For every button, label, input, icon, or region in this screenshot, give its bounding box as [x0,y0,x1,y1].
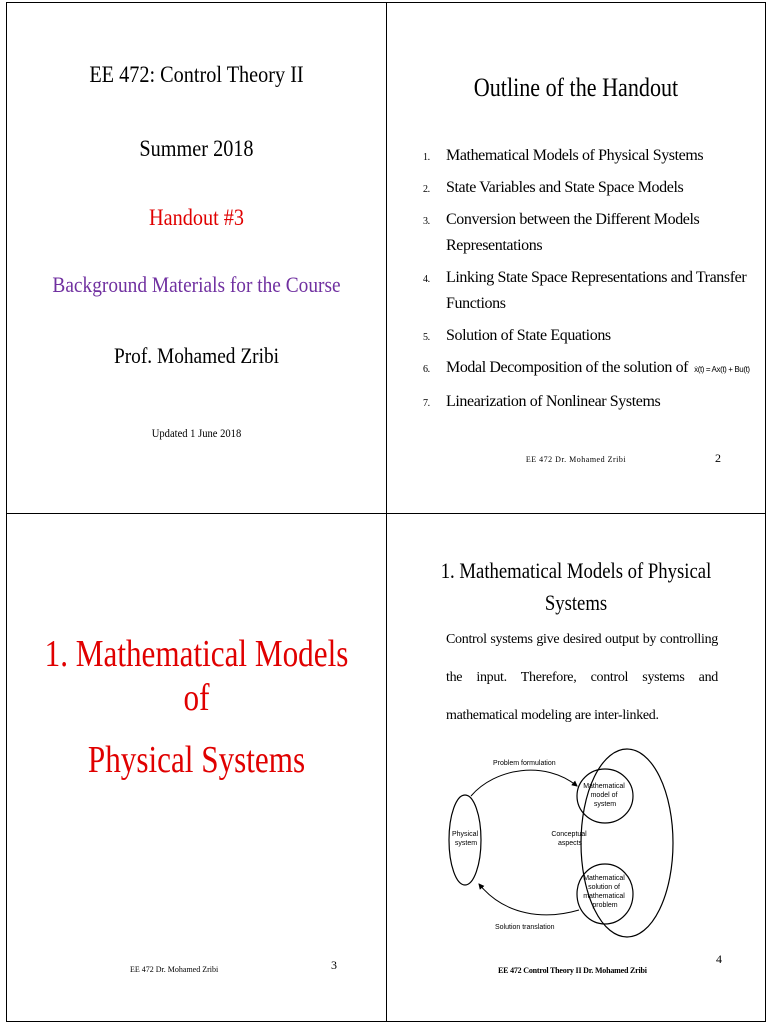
item-text: Modal Decomposition of the solution of [446,359,689,376]
term-label: Summer 2018 [139,136,254,161]
item-text: Solution of State Equations [446,327,611,344]
item-number: 4. [423,274,430,285]
handout-number: Handout #3 [148,205,245,230]
page-number: 3 [331,958,337,972]
outline-item [423,143,759,169]
item-number: 2. [423,184,430,195]
translation-arrow [479,884,579,915]
page-number: 2 [715,451,721,465]
item-number: 3. [423,216,430,227]
outline-title: Outline of the Handout [473,73,679,102]
slide-title: 1. Mathematical Models of Physical Systems [440,558,712,615]
physical-system-label: Physical system [451,831,479,847]
course-title: EE 472: Control Theory II [89,62,304,87]
outline-item [423,355,759,383]
item-text: Conversion between the Different Models Representations [446,211,700,254]
slide-2-outline [386,2,766,514]
outline-item [423,265,759,317]
formulation-arrow [471,770,577,796]
professor-name: Prof. Mohamed Zribi [113,343,280,368]
item-text: State Variables and State Space Models [446,179,684,196]
state-equation: ẋ(t) = Ax(t) + Bu(t) [694,365,750,374]
outline-item [423,207,759,259]
slide-paragraph: Control systems give desired output by controlling the input. Therefore, control systems and mathematical modeling are inter-linked. [446,632,718,723]
solution-translation-label: Solution translation [495,924,555,931]
outline-item [423,389,759,415]
item-text: Linking State Space Representations and Transfer Functions [446,269,747,312]
outline-item [423,323,759,349]
handout-subtitle: Background Materials for the Course [52,272,341,297]
modeling-diagram [445,748,675,948]
item-text: Linearization of Nonlinear Systems [446,393,661,410]
math-model-label: Mathematical model of system [583,783,625,808]
slide-footer: EE 472 Control Theory II Dr. Mohamed Zribi [498,966,647,975]
item-number: 6. [423,364,430,375]
item-number: 1. [423,152,430,163]
updated-date: Updated 1 June 2018 [151,426,242,440]
item-text: Mathematical Models of Physical Systems [446,147,704,164]
page-number: 4 [716,952,722,966]
outline-list [423,143,759,421]
math-solution-label: Mathematical solution of mathematical problem [583,875,625,909]
section-title-line-1: 1. Mathematical Models of [44,633,349,719]
item-number: 7. [423,398,430,409]
slide-footer: EE 472 Dr. Mohamed Zribi [130,965,219,974]
item-number: 5. [423,332,430,343]
problem-formulation-label: Problem formulation [493,760,556,767]
outline-item [423,175,759,201]
section-title-line-2: Physical Systems [87,739,306,781]
slide-footer: EE 472 Dr. Mohamed Zribi [525,455,627,464]
conceptual-aspects-label: Conceptual aspects [551,831,587,847]
